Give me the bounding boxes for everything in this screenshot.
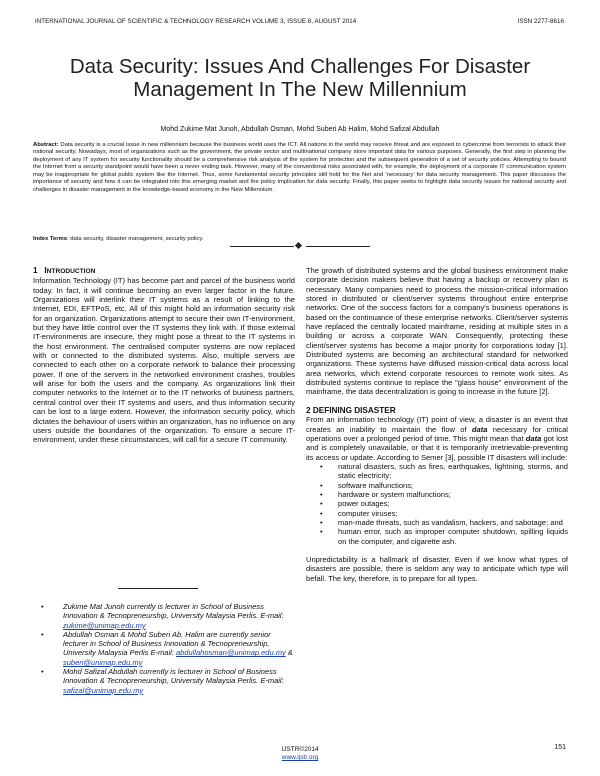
copyright-code: IJSTR©2014 xyxy=(281,746,319,753)
section-1-title-rest: NTRODUCTION xyxy=(46,268,96,275)
footnote-text: Abdullah Osman & Mohd Suberi Ab. Halim are currently senior lecturer in School of Business Innovation & Tecnopreneurship, University Malaysia Perlis E-mail: xyxy=(63,629,271,658)
index-terms-label: Index Terms xyxy=(33,236,67,242)
issn-label: ISSN 2277-8616 xyxy=(517,18,564,25)
footnote-rule xyxy=(118,588,198,589)
footnote-text: Zukime Mat Junoh currently is lecturer in School of Business Innovation & Tecnopreneurship, University Malaysia Perlis. E-mail: xyxy=(63,602,284,621)
left-column xyxy=(33,266,295,445)
author-list: Mohd Zukime Mat Junoh, Abdullah Osman, Mohd Suberi Ab Halim, Mohd Safizal Abdullah xyxy=(160,126,440,133)
author-footnotes xyxy=(33,602,295,695)
disaster-definition-paragraph xyxy=(306,415,568,462)
abstract-label: Abstract: xyxy=(33,142,59,148)
separator-diamond-icon xyxy=(295,242,302,249)
emphasis-data: data xyxy=(525,433,542,443)
index-terms-text: : data security, disaster management, security policy. xyxy=(67,236,204,242)
footnote-email-link[interactable]: zukime@unimap.edu.my xyxy=(63,620,146,630)
page-number: 151 xyxy=(554,744,566,751)
section-1-initial: I xyxy=(44,266,47,275)
title-line-2: Management In The New Millennium xyxy=(133,78,467,101)
footnote-item xyxy=(63,630,295,667)
footnote-item xyxy=(63,667,295,695)
abstract-text: Data security is a crucial issue in new millennium because the business world uses the ICT. All nations in the world may receive threat and are exposed to cybercrime from terrorists to attack their national security. Nowadays, most of organizations such as the government, the private sector and multinational company store important data for various purposes. Generally, the first step in planning the deployment of any IT system for security functionality should be a comprehensive risk analysis of the system for protection and the subsequent generation of a set of security policies. Attempting to bound the Internet from a security standpoint would have been a never ending task. However, many of the conventional risks associated with, for example, the deployment of a corporate IT communication system may be inappropriate for global public system like the Internet. Thus, some fundamental security principles still hold for the Net and ‘necessary’ for data security management. This paper discusses the importance of security and how it can be integrated into this emerging market and the policy implication for data security. Finally, this paper seeks to highlight data security issues for national security and challenges in disaster management in the knowledge-based economy in the New Millennium. xyxy=(33,142,567,193)
abstract xyxy=(33,142,566,194)
emphasis-data: data xyxy=(471,424,488,434)
section-separator xyxy=(230,242,370,250)
footnote-joiner: & xyxy=(285,648,293,658)
list-item: • man-made threats, such as vandalism, hackers, and sabotage; and xyxy=(338,518,568,527)
separator-left-line xyxy=(230,246,294,247)
paper-title xyxy=(0,55,600,101)
list-item: • natural disasters, such as fires, earthquakes, lightning, storms, and static electricity; xyxy=(338,462,568,481)
title-line-1: Data Security: Issues And Challenges For Disaster xyxy=(69,55,531,78)
journal-url-link[interactable]: www.ijstr.org xyxy=(281,754,319,761)
disaster-types-list xyxy=(306,462,568,546)
footnote-email-link[interactable]: suberi@unimap.edu.my xyxy=(63,657,143,667)
section-1-number: 1 xyxy=(33,266,38,275)
footnote-email-link[interactable]: abdullahosman@unimap.edu.my xyxy=(175,648,286,658)
footnote-email-link[interactable]: safizal@unimap.edu.my xyxy=(63,685,144,695)
list-item: • human error, such as improper computer shutdown, spilling liquids on the computer, and cigarette ash. xyxy=(338,527,568,546)
footnote-item xyxy=(63,602,295,630)
definition-text-b: necessary for critical operations over a prolonged period of time. This might mean that xyxy=(306,424,568,443)
list-item: • hardware or system malfunctions; xyxy=(338,490,568,499)
list-item: • power outages; xyxy=(338,499,568,508)
intro-paragraph: Information Technology (IT) has become part and parcel of the business world today. In fact, it will continue becoming an even larger factor in the future. Organizations will interlink their IT systems as a result of linking to the Internet, EDI, EFTPoS, etc. All of this might hold an information security risk for an organization. Organizations attempt to secure their own IT-environment, but they have little control over the IT systems they link with. If those external IT-environments are insecure, they might pose a threat to the IT systems in the host environment. The centralised computer systems are now replaced with or connected to the distributed systems. Also, multiple servers are connected to each other on a corporate network to balance their processing power. If one of the servers in the networked environment crashes, troubles will arise for both the users and the company. As organizations link their computer networks to the Internet or to the IT networks of business partners, central control over their IT systems and users, and thus information security can be lost to a large extent. However, the information security policy, which dictates the behaviour of users within an organization, has no influence on any users outside the boundaries of the organization. To ensure a secure IT-environment, under these circumstances, will call for a secure IT community. xyxy=(33,276,295,445)
list-item: • computer viruses; xyxy=(338,509,568,518)
right-column xyxy=(306,266,568,583)
section-1-heading xyxy=(33,266,295,276)
page-footer xyxy=(0,746,600,762)
definition-text-c: got lost and is completely unavailable, or that it is temporarily irretrievable-preventing its access or update. According to Semer [3], possible IT disasters will include: xyxy=(306,433,568,462)
unpredictability-paragraph: Unpredictability is a hallmark of disaster. Even if we know what types of disasters are possible, there is seldom any way to anticipate which type will befall. The key, therefore, is to prepare for all types. xyxy=(306,554,568,583)
footnote-text: Mohd Safizal Abdullah currently is lecturer in School of Business Innovation & Tecnopreneurship, University Malaysia Perlis. E-mail: xyxy=(63,667,284,686)
journal-header: INTERNATIONAL JOURNAL OF SCIENTIFIC & TECHNOLOGY RESEARCH VOLUME 3, ISSUE 8, AUGUST 2014 xyxy=(35,18,357,25)
section-2-heading: 2 DEFINING DISASTER xyxy=(306,405,396,415)
list-item: • software malfunctions; xyxy=(338,481,568,490)
separator-right-line xyxy=(306,246,370,247)
definition-text-a: From an information technology (IT) point of view, a disaster is an event that creates an inability to maintain the flow of xyxy=(306,415,568,434)
distributed-systems-paragraph: The growth of distributed systems and the global business environment make corporate decision makers believe that having a backup or recovery plan is necessary. Many companies need to process the mission-critical information stored in distributed or client/server systems throughout entire enterprise networks. One of the success factors for a company's business operations is based on the continuance of these enterprise networks. Client/server systems have replaced the centrally located mainframe, residing at multiple sites in a building or across a corporate WAN. Consequently, protecting these client/server systems has become a major priority for corporations today [1]. Distributed systems are becoming an architectural standard for networked organizations. These systems have diffused mission-critical data across local area networks, which extend corporate resources to remote work sites. As distributed systems continue to replace the "glass house" environment of the mainframe, the data decentralization is going to increase in the future [2]. xyxy=(306,266,568,397)
